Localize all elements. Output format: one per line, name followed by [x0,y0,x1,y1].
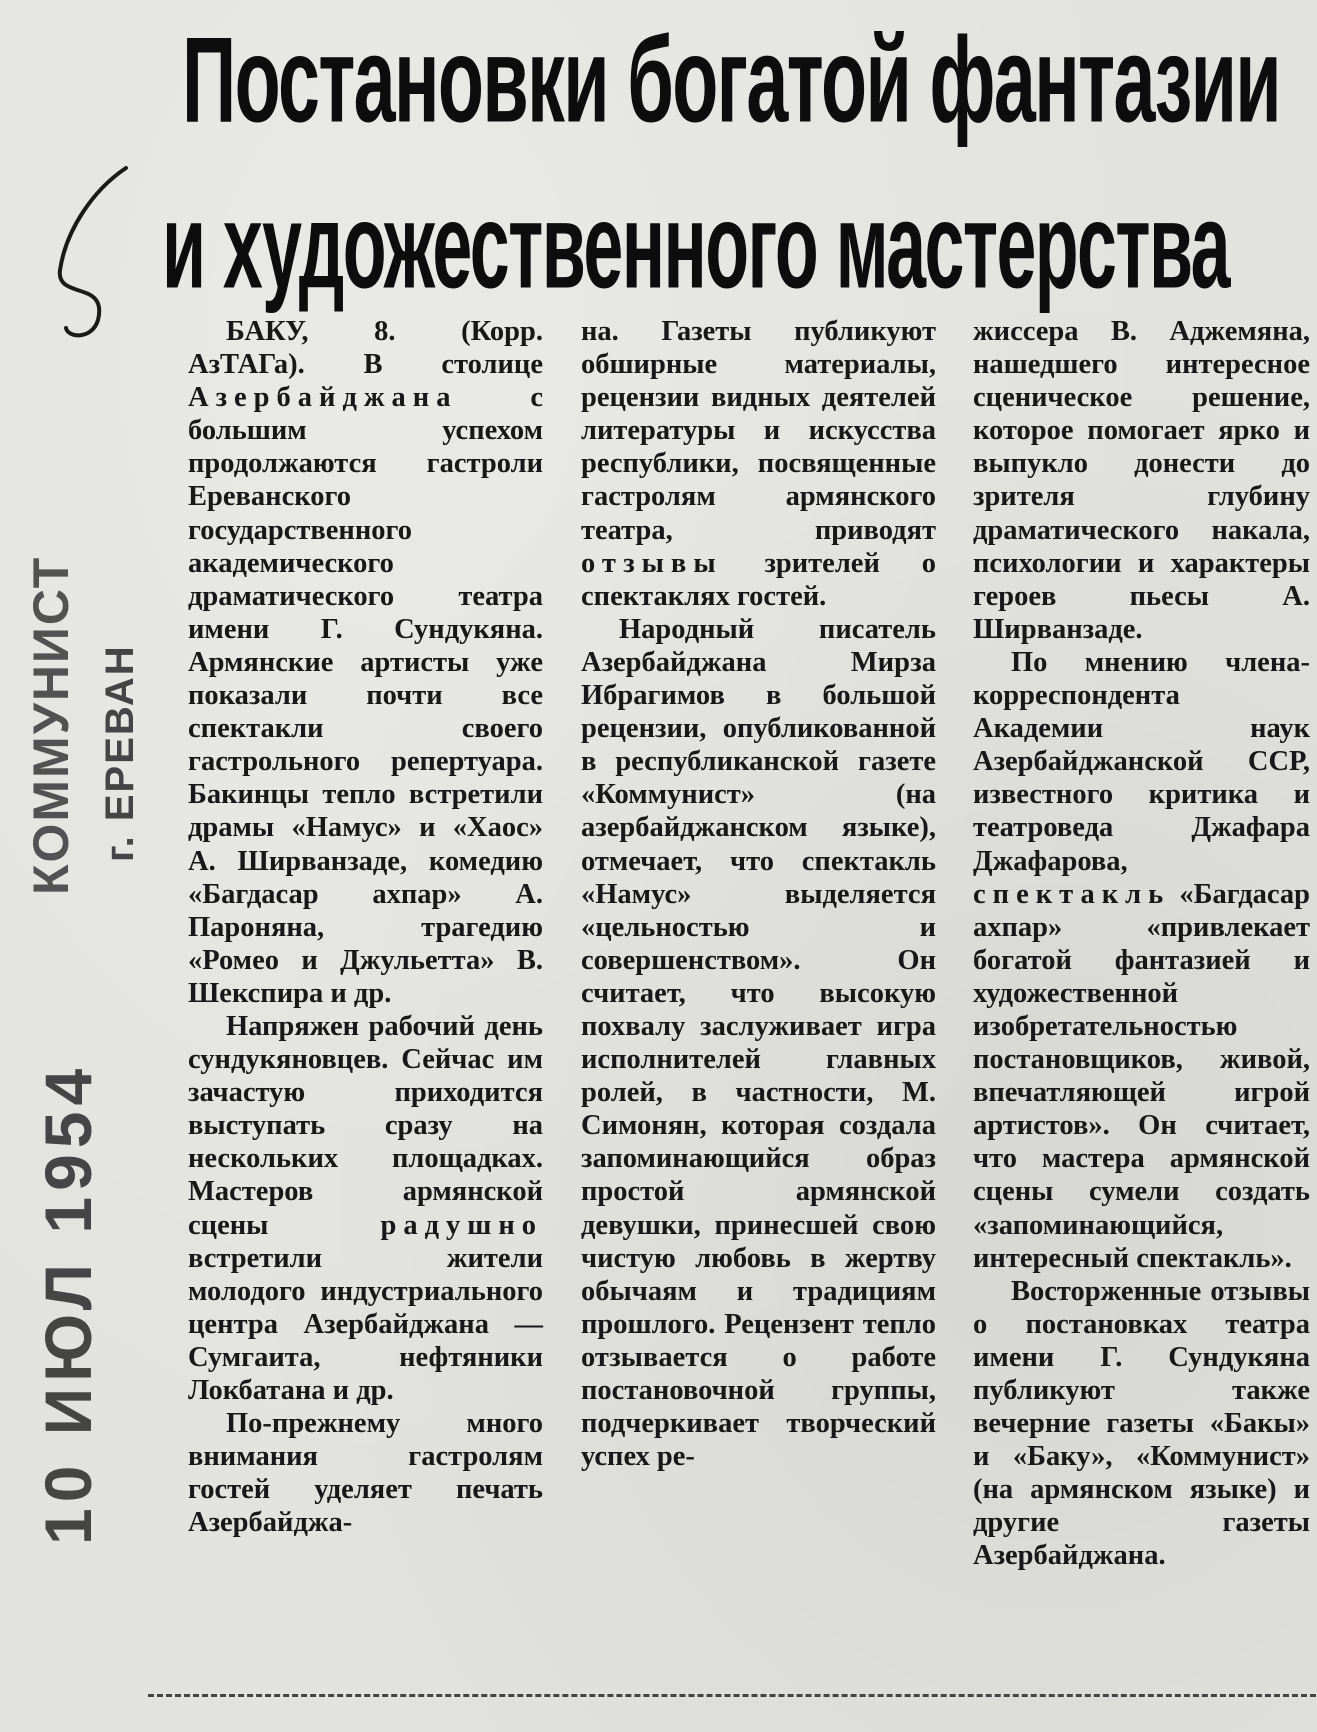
stamp-city: г. ЕРЕВАН [98,644,142,862]
article-column-2 [581,315,936,1473]
article-paragraph [973,646,1310,1275]
article-body [188,315,1310,1680]
headline-line-1: Постановки богатой фантазии [182,13,1281,148]
article-text: зрителей о спектаклях гостей. [581,547,936,612]
article-text: Напряжен рабочий день сундукяновцев. Сейчас им зачастую приходится выступать сразу на нескольких площадках. Мастеров армянской сцены [188,1010,543,1241]
spaced-emphasis: Азербайджана [188,382,458,414]
article-paragraph: Восторженные отзывы о постановках театра имени Г. Сундукяна публикуют также вечерние газеты «Бакы» и «Баку», «Коммунист» (на армянском языке) и другие газеты Азербайджана. [973,1275,1310,1572]
article-paragraph [188,315,543,1010]
headline-line-2: и художественного мастерства [162,179,1229,314]
article-paragraph: Народный писатель Азербайджана Мирза Ибрагимов в большой рецензии, опубликованной в республиканской газете «Коммунист» (на азербайджанском языке), отмечает, что спектакль «Намус» выделяется «цельностью и совершенством». Он считает, что высокую похвалу заслуживает игра исполнителей главных ролей, в частности, М. Симонян, которая создала запоминающийся образ простой армянской девушки, принесшей свою чистую любовь в жертву обычаям и традициям прошлого. Рецензент тепло отзывается о работе постановочной группы, подчеркивает творческий успех ре- [581,613,936,1473]
article-column-1 [188,315,543,1539]
stamp-newspaper-name: КОММУНИСТ [23,555,79,895]
article-paragraph [188,1010,543,1407]
article-text: По мнению члена-корреспондента Академии наук Азербайджанской ССР, известного критика и театроведа Джафара Джафарова, [973,646,1310,877]
spaced-emphasis: радушно [380,1209,543,1241]
spaced-emphasis: отзывы [581,547,723,579]
article-text: «Багдасар ахпар» «привлекает богатой фантазией и художественной изобретательностью постановщиков, живой, впечатляющей игрой артистов». Он считает, что мастера армянской сцены сумели создать «запоминающийся, интересный спектакль». [973,878,1310,1274]
article-paragraph: жиссера В. Аджемяна, нашедшего интересное сценическое решение, которое помогает ярко и выпукло донести до зрителя глубину драматического накала, психологии и характеры героев пьесы А. Ширванзаде. [973,316,1310,645]
article-text: встретили жители молодого индустриального центра Азербайджана — Сумгаита, нефтяники Локбатана и др. [188,1242,543,1406]
stamp-date: 10 ИЮЛ 1954 [31,1062,105,1545]
dateline: БАКУ, 8. (Корр. АзТАГа). [188,316,543,381]
article-paragraph [581,315,936,613]
article-column-3 [973,315,1310,1573]
article-text: с большим успехом продолжаются гастроли Ереванского государственного академического драматического театра имени Г. Сундукяна. Армянские артисты уже показали почти все спектакли своего гастрольного репертуара. Бакинцы тепло встретили драмы «Намус» и «Хаос» А. Ширванзаде, комедию «Багдасар ахпар» А. Пароняна, трагедию «Ромео и Джульетта» В. Шекспира и др. [188,382,543,1009]
handwritten-mark-icon [38,160,148,350]
bottom-dashed-rule [148,1694,1316,1697]
spaced-emphasis: спектакль [973,878,1171,910]
article-paragraph: По-прежнему много внимания гастролям гостей уделяет печать Азербайджа- [188,1408,543,1539]
article-text: В столице [363,349,543,381]
article-text: на. Газеты публикуют обширные материалы, рецензии видных деятелей литературы и искусства республики, посвященные гастролям армянского театра, приводят [581,316,936,546]
